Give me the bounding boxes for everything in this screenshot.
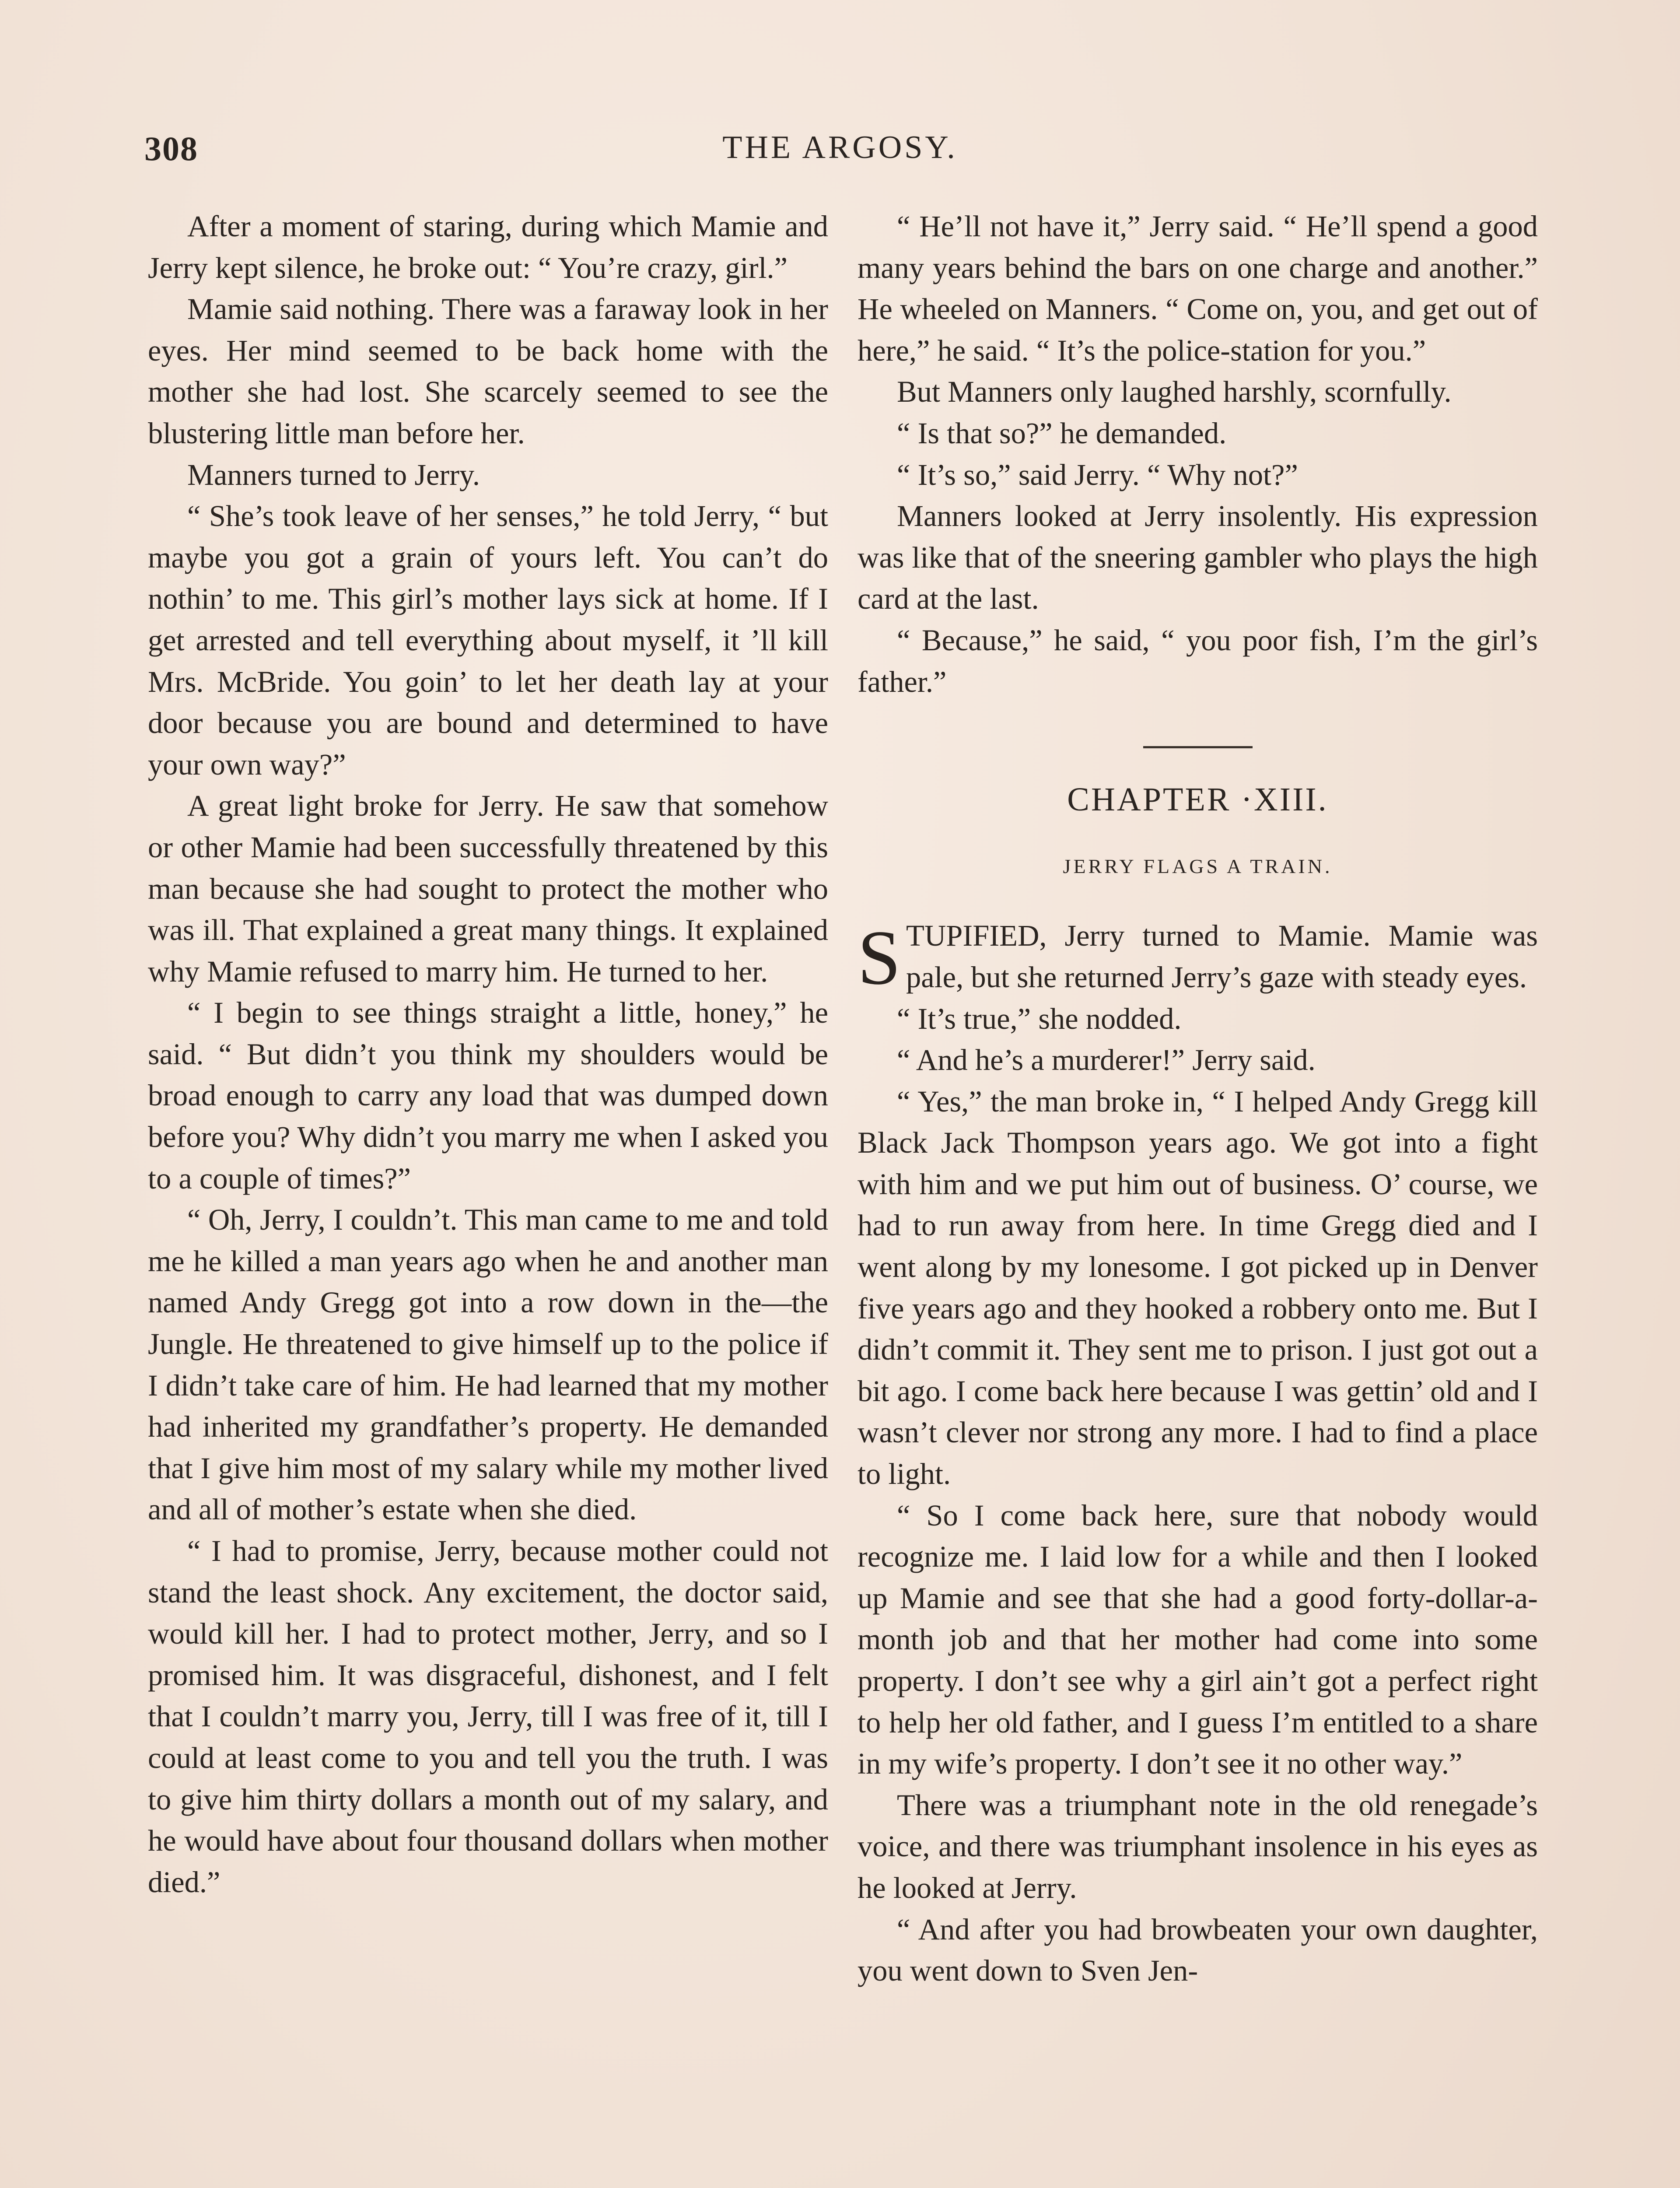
paragraph: “ Oh, Jerry, I couldn’t. This man came to me and told me he killed a man years ago when he and another man named Andy Gregg got into a row down in the—the Jungle. He threatened to give himself up to the police if I didn’t take care of him. He had learned that my mother had inherited my grandfather’s property. He demanded that I give him most of my salary while my mother lived and all of mother’s estate when she died. (148, 1203, 828, 1526)
paragraph: “ So I come back here, sure that nobody would recognize me. I laid low for a while and then I looked up Mamie and see that she had a good forty-dollar-a-month job and that her mother had come into some property. I don’t see why a girl ain’t got a perfect right to help her old father, and I guess I’m entitled to a share in my wife’s property. I don’t see it no other way.” (858, 1498, 1538, 1781)
right-column (858, 206, 1538, 1992)
page-number: 308 (144, 130, 198, 168)
paragraph: A great light broke for Jerry. He saw that somehow or other Mamie had been successfully threatened by this man because she had sought to protect the mother who was ill. That explained a great many things. It explained why Mamie refused to marry him. He turned to her. (148, 789, 828, 988)
section-divider (1143, 746, 1253, 748)
paragraph: “ Because,” he said, “ you poor fish, I’m the girl’s father.” (858, 623, 1538, 698)
paragraph: Mamie said nothing. There was a faraway look in her eyes. Her mind seemed to be back home with the mother she had lost. She scarcely seemed to see the blustering little man before her. (148, 292, 828, 450)
paragraph: “ She’s took leave of her senses,” he told Jerry, “ but maybe you got a grain of yours left. You can’t do nothin’ to me. This girl’s mother lays sick at home. If I get arrested and tell everything about myself, it ’ll kill Mrs. McBride. You goin’ to let her death lay at your door because you are bound and determined to have your own way?” (148, 499, 828, 781)
page-header (144, 129, 1536, 182)
chapter-opening-paragraph (858, 914, 1538, 1001)
opening-text: TUPIFIED, Jerry turned to Mamie. Mamie was pale, but she returned Jerry’s gaze with steady eyes. (906, 919, 1538, 994)
paragraph: “ And he’s a murderer!” Jerry said. (897, 1043, 1316, 1077)
running-head: THE ARGOSY. (722, 130, 958, 165)
paragraph: “ Is that so?” he demanded. (897, 416, 1227, 450)
chapter-title: CHAPTER ·XIII. (1067, 781, 1328, 818)
paragraph: “ It’s so,” said Jerry. “ Why not?” (897, 458, 1298, 491)
paragraph: “ I had to promise, Jerry, because mother could not stand the least shock. Any excitement, the doctor said, would kill her. I had to protect mother, Jerry, and so I promised him. It was disgraceful, dishonest, and I felt that I couldn’t marry you, Jerry, till I was free of it, till I could at least come to you and tell you the truth. I was to give him thirty dollars a month out of my salary, and he would have about four thousand dollars when mother died.” (148, 1534, 828, 1899)
paragraph: “ It’s true,” she nodded. (897, 1002, 1182, 1035)
chapter-subtitle-text: JERRY FLAGS A TRAIN. (1063, 855, 1333, 877)
paragraph: There was a triumphant note in the old renegade’s voice, and there was triumphant insolence in his eyes as he looked at Jerry. (858, 1788, 1538, 1904)
paragraph: “ And after you had browbeaten your own daughter, you went down to Sven Jen- (858, 1912, 1538, 1988)
drop-cap: S (858, 914, 901, 1001)
paragraph: But Manners only laughed harshly, scornfully. (897, 375, 1452, 409)
paragraph: After a moment of staring, during which Mamie and Jerry kept silence, he broke out: “ You’re crazy, girl.” (148, 210, 828, 284)
paragraph: Manners turned to Jerry. (187, 458, 480, 491)
chapter-subtitle (858, 846, 1538, 887)
paragraph: “ He’ll not have it,” Jerry said. “ He’ll spend a good many years behind the bars on one charge and another.” He wheeled on Manners. “ Come on, you, and get out of here,” he said. “ It’s the police-station for you.” (858, 210, 1538, 367)
left-column (148, 206, 828, 1903)
paragraph: Manners looked at Jerry insolently. His expression was like that of the sneering gambler who plays the high card at the last. (858, 499, 1538, 616)
paragraph: “ I begin to see things straight a little, honey,” he said. “ But didn’t you think my shoulders would be broad enough to carry any load that was dumped down before you? Why didn’t you marry me when I asked you to a couple of times?” (148, 996, 828, 1195)
paragraph: “ Yes,” the man broke in, “ I helped Andy Gregg kill Black Jack Thompson years ago. We got into a fight with him and we put him out of business. O’ course, we had to run away from here. In time Gregg died and I went along by my lonesome. I got picked up in Denver five years ago and they hooked a robbery onto me. But I didn’t commit it. They sent me to prison. I just got out a bit ago. I come back here because I was gettin’ old and I wasn’t clever nor strong any more. I had to find a place to light. (858, 1084, 1538, 1491)
